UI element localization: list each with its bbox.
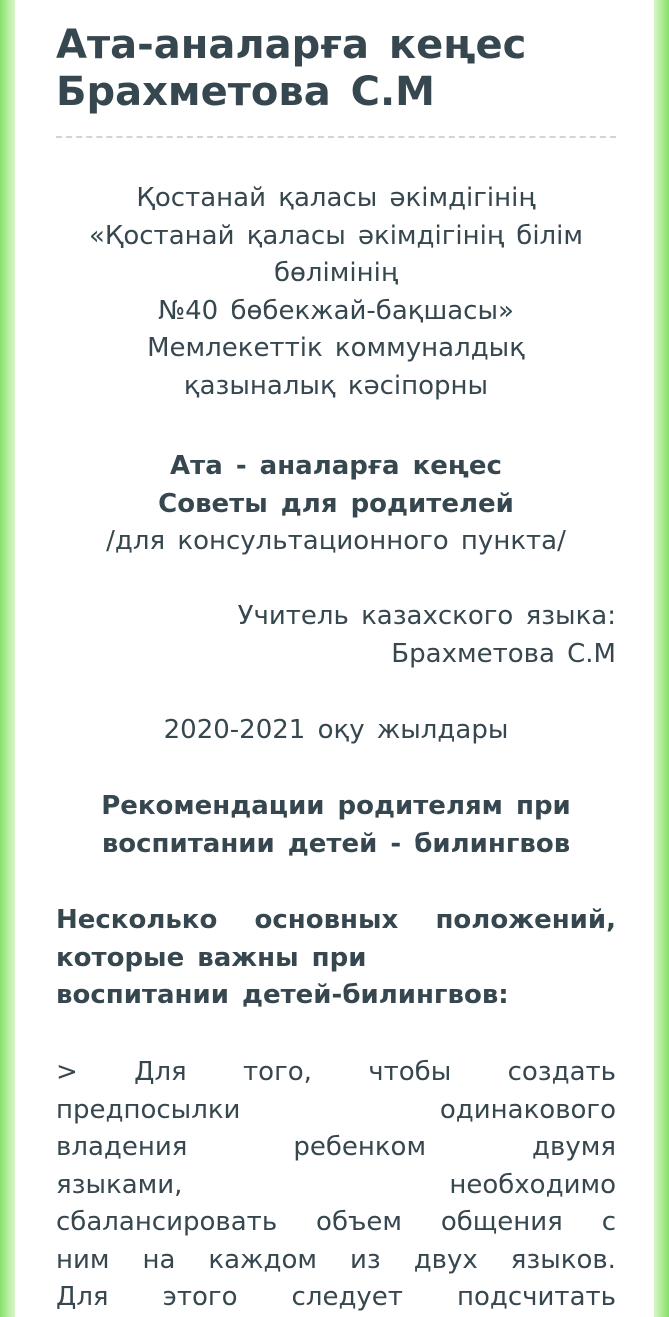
bullet-line-7: Для этого следует подсчитать [56, 1282, 616, 1312]
advice-block [56, 448, 616, 561]
intro-line-2: которые важны при [56, 942, 367, 973]
title-divider [56, 136, 616, 138]
bullet-line-4: языками, необходимо [56, 1169, 616, 1200]
teacher-name: Брахметова С.М [391, 638, 616, 669]
bullet-paragraph [56, 1054, 616, 1317]
intro-line-3: воспитании детей-билингвов: [56, 980, 509, 1010]
bullet-line-2: предпосылки одинакового [56, 1094, 616, 1125]
org-line-1: Қостанай қаласы әкімдігінің [136, 183, 536, 213]
title-line-1: Ата-аналарға кеңес [56, 22, 527, 68]
bullet-line-5: сбалансировать объем общения с [56, 1207, 616, 1237]
bullet-line-1: > Для того, чтобы создать [56, 1054, 616, 1092]
rec-line-2: воспитании детей - билингвов [101, 828, 571, 859]
org-line-4: №40 бөбекжай-бақшасы» [158, 295, 514, 326]
org-line-6: қазыналық кәсіпорны [183, 370, 489, 401]
intro-line-1: Несколько основных положений, [56, 905, 616, 935]
org-line-3: бөлімінің [273, 258, 399, 288]
bullet-line-3: владения ребенком двумя [56, 1132, 616, 1162]
page-title [56, 22, 616, 116]
title-line-2: Брахметова С.М [56, 69, 435, 115]
org-line-2: «Қостанай қаласы әкімдігінің білім [88, 220, 583, 251]
advice-russian: Советы для родителей [158, 488, 514, 519]
organization-block [56, 180, 616, 405]
advice-note: /для консультационного пункта/ [106, 526, 566, 556]
bullet-marker-icon: > [56, 1057, 78, 1087]
intro-heading [56, 902, 616, 1015]
bullet-line-6: ним на каждом из двух языков. [56, 1244, 616, 1275]
teacher-role: Учитель казахского языка: [237, 601, 616, 631]
teacher-block [56, 598, 616, 673]
advice-kazakh: Ата - аналарға кеңес [170, 451, 502, 481]
recommendations-heading [56, 788, 616, 863]
academic-year: 2020-2021 оқу жылдары [163, 715, 509, 745]
document-page [15, 0, 654, 1312]
rec-line-1: Рекомендации родителям при [101, 791, 571, 821]
org-line-5: Мемлекеттік коммуналдық [147, 333, 525, 363]
